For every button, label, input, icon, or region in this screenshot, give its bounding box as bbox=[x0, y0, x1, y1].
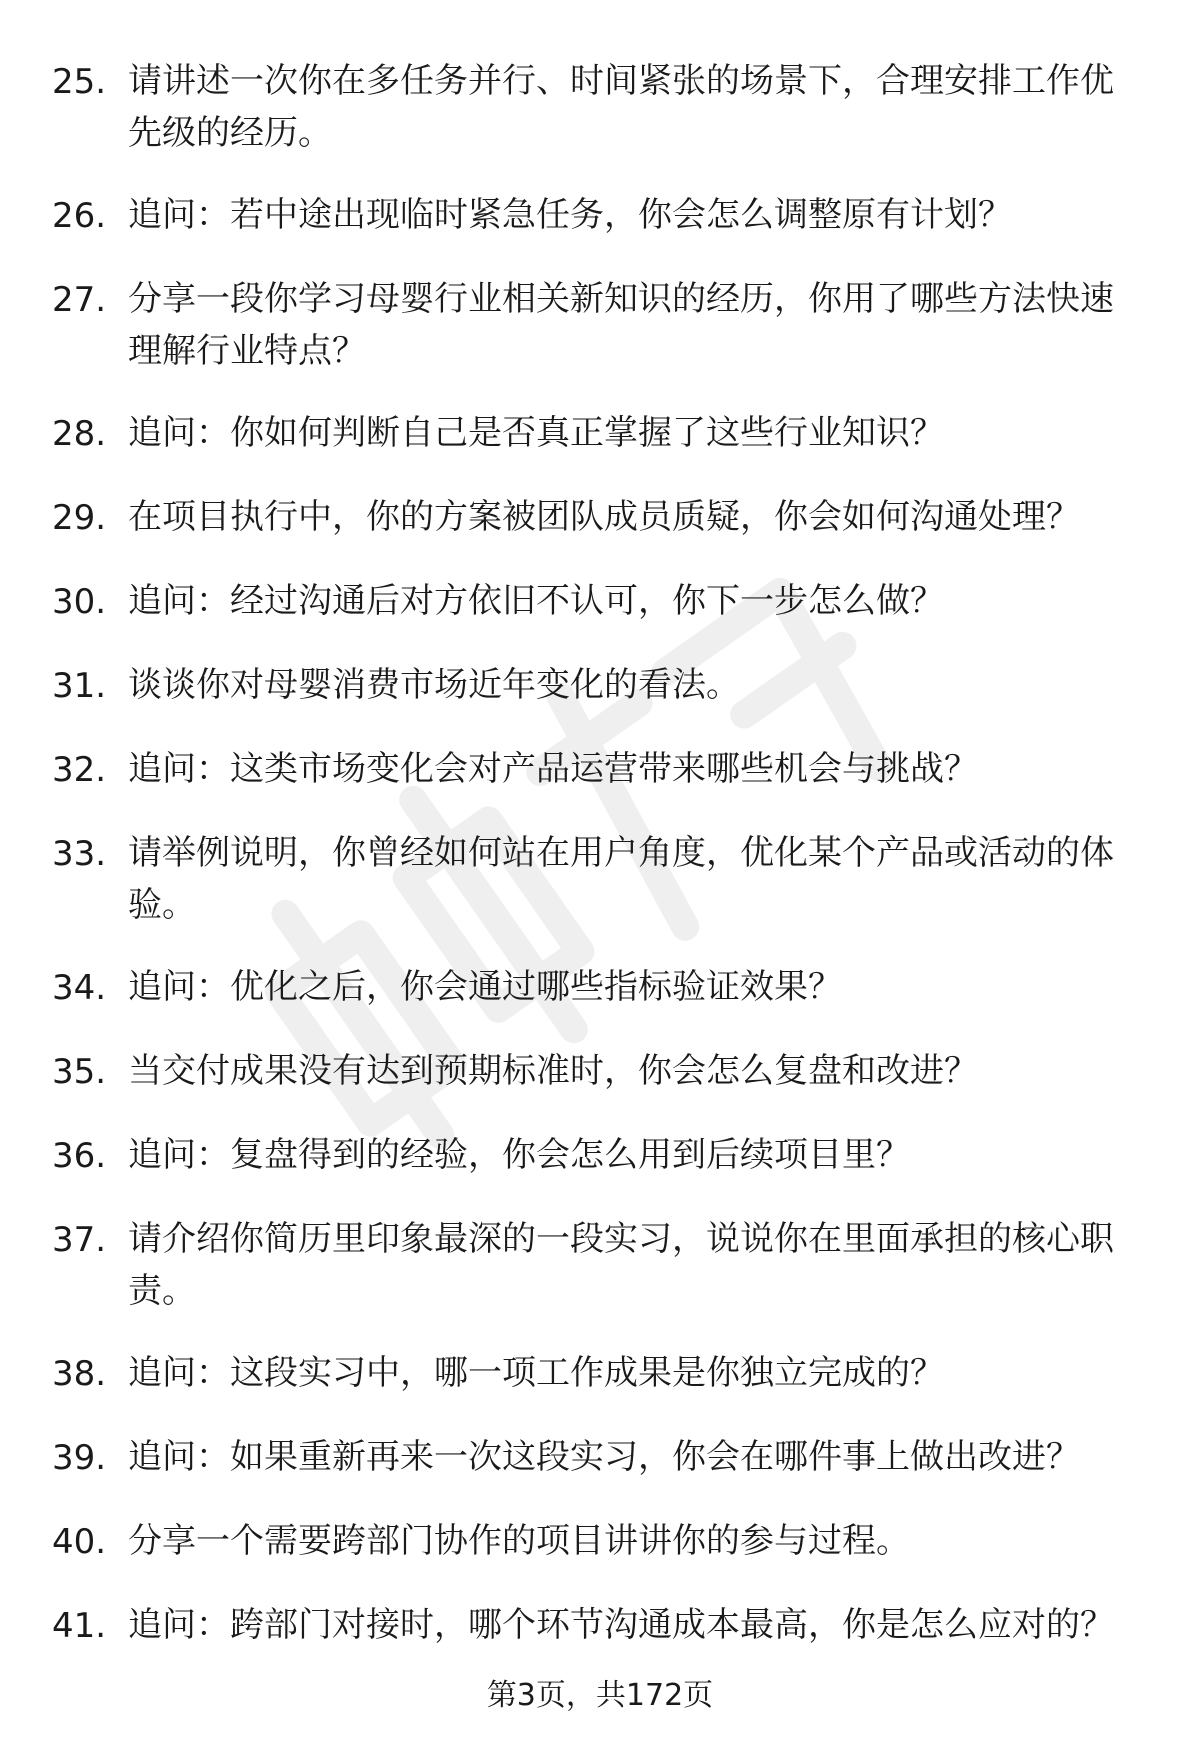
question-list bbox=[0, 55, 1200, 1683]
question-text: 追问：若中途出现临时紧急任务，你会怎么调整原有计划？ bbox=[128, 195, 1012, 235]
question-number: 30. bbox=[52, 582, 107, 622]
question-item bbox=[0, 1515, 1200, 1569]
question-text: 追问：如果重新再来一次这段实习，你会在哪件事上做出改进？ bbox=[128, 1437, 1080, 1477]
question-item bbox=[0, 659, 1200, 713]
question-text: 请讲述一次你在多任务并行、时间紧张的场景下，合理安排工作优先级的经历。 bbox=[128, 61, 1114, 153]
question-item bbox=[0, 1213, 1200, 1317]
question-number: 41. bbox=[52, 1606, 107, 1646]
question-number: 36. bbox=[52, 1136, 107, 1176]
question-item bbox=[0, 827, 1200, 931]
question-item bbox=[0, 55, 1200, 159]
question-number: 29. bbox=[52, 498, 107, 538]
question-number: 37. bbox=[52, 1220, 107, 1260]
question-number: 40. bbox=[52, 1522, 107, 1562]
question-text: 分享一个需要跨部门协作的项目讲讲你的参与过程。 bbox=[128, 1521, 910, 1561]
question-text: 追问：优化之后，你会通过哪些指标验证效果？ bbox=[128, 967, 842, 1007]
question-text: 在项目执行中，你的方案被团队成员质疑，你会如何沟通处理？ bbox=[128, 497, 1080, 537]
question-item bbox=[0, 1431, 1200, 1485]
question-text: 追问：跨部门对接时，哪个环节沟通成本最高，你是怎么应对的？ bbox=[128, 1605, 1114, 1645]
question-item bbox=[0, 961, 1200, 1015]
question-item bbox=[0, 743, 1200, 797]
question-item bbox=[0, 1599, 1200, 1653]
question-item bbox=[0, 1045, 1200, 1099]
question-text: 追问：复盘得到的经验，你会怎么用到后续项目里？ bbox=[128, 1135, 910, 1175]
question-item bbox=[0, 1347, 1200, 1401]
question-number: 31. bbox=[52, 666, 107, 706]
question-item bbox=[0, 1129, 1200, 1183]
question-text: 请介绍你简历里印象最深的一段实习，说说你在里面承担的核心职责。 bbox=[128, 1219, 1114, 1311]
question-text: 追问：这类市场变化会对产品运营带来哪些机会与挑战？ bbox=[128, 749, 978, 789]
question-item bbox=[0, 575, 1200, 629]
question-text: 谈谈你对母婴消费市场近年变化的看法。 bbox=[128, 665, 740, 705]
question-item bbox=[0, 407, 1200, 461]
question-number: 25. bbox=[52, 62, 107, 102]
question-text: 分享一段你学习母婴行业相关新知识的经历，你用了哪些方法快速理解行业特点？ bbox=[128, 279, 1114, 371]
question-number: 26. bbox=[52, 196, 107, 236]
question-number: 35. bbox=[52, 1052, 107, 1092]
question-text: 追问：你如何判断自己是否真正掌握了这些行业知识？ bbox=[128, 413, 944, 453]
question-number: 38. bbox=[52, 1354, 107, 1394]
question-number: 34. bbox=[52, 968, 107, 1008]
question-number: 33. bbox=[52, 834, 107, 874]
question-number: 39. bbox=[52, 1438, 107, 1478]
question-number: 28. bbox=[52, 414, 107, 454]
question-text: 请举例说明，你曾经如何站在用户角度，优化某个产品或活动的体验。 bbox=[128, 833, 1114, 925]
question-item bbox=[0, 189, 1200, 243]
question-item bbox=[0, 491, 1200, 545]
question-number: 32. bbox=[52, 750, 107, 790]
question-text: 当交付成果没有达到预期标准时，你会怎么复盘和改进？ bbox=[128, 1051, 978, 1091]
question-item bbox=[0, 273, 1200, 377]
page-footer: 第3页，共172页 bbox=[486, 1678, 714, 1713]
question-text: 追问：经过沟通后对方依旧不认可，你下一步怎么做？ bbox=[128, 581, 944, 621]
question-text: 追问：这段实习中，哪一项工作成果是你独立完成的？ bbox=[128, 1353, 944, 1393]
question-number: 27. bbox=[52, 280, 107, 320]
